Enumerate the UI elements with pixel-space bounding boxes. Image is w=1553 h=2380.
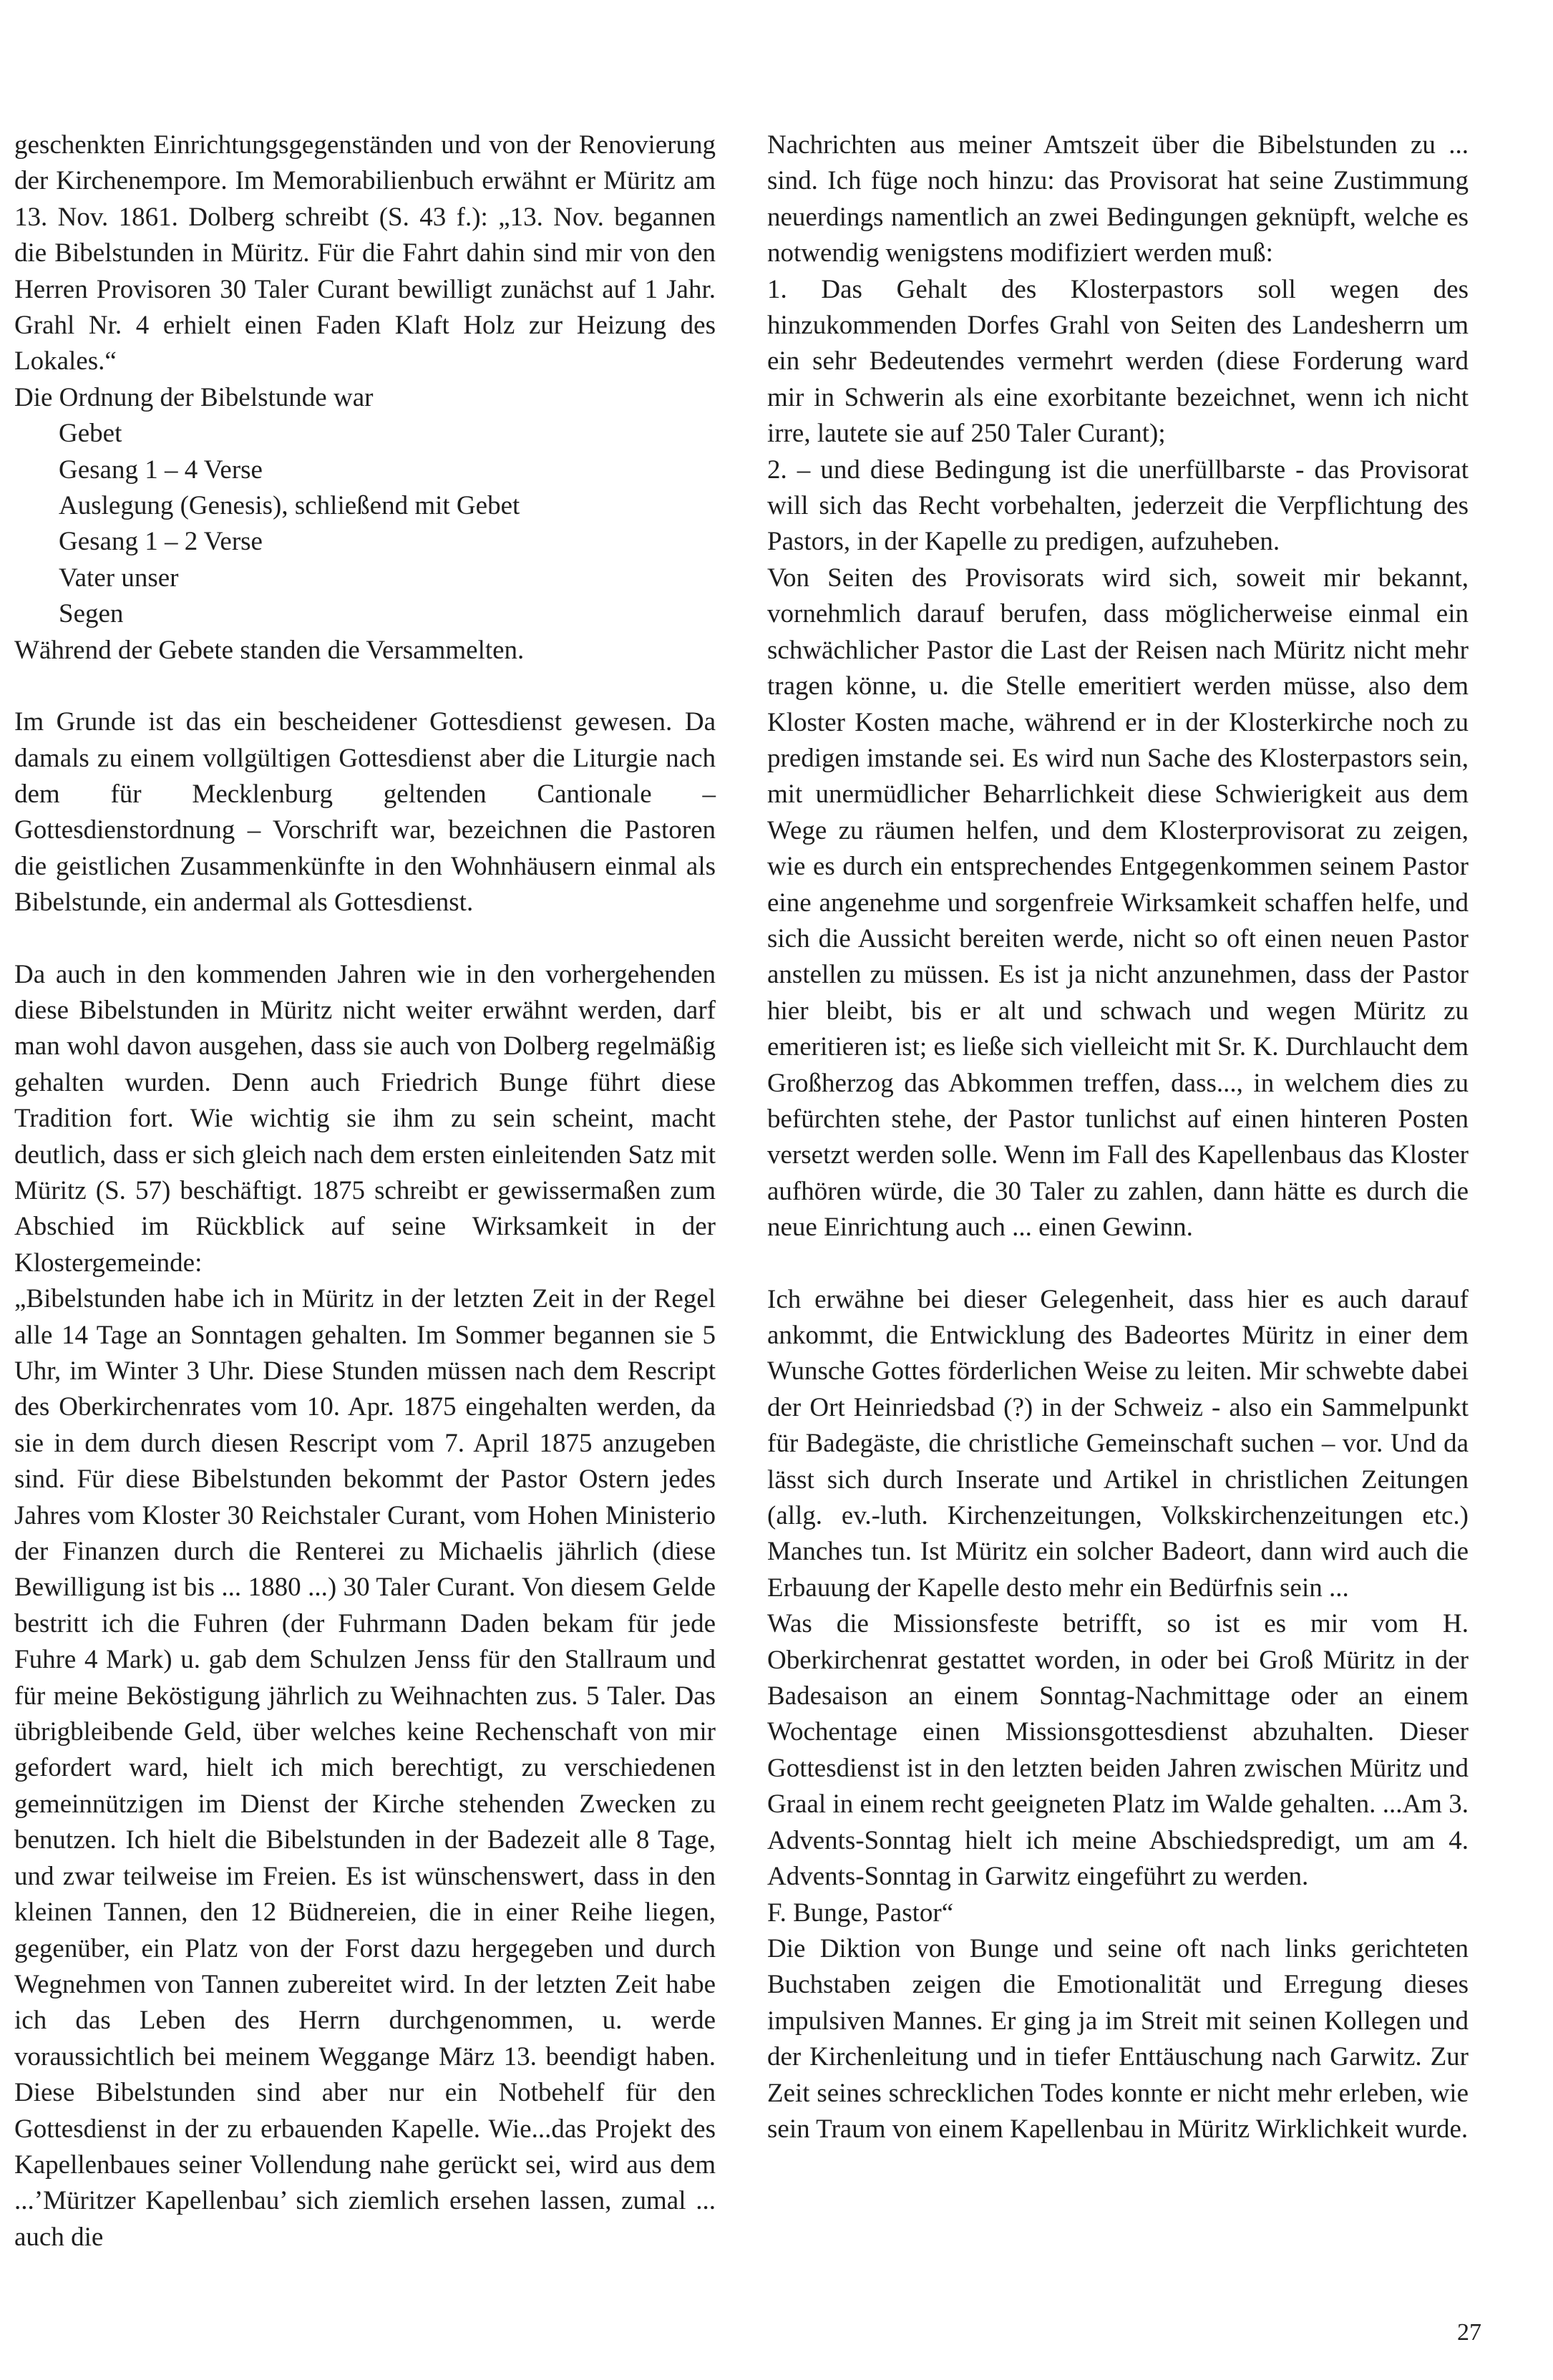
paragraph-provisorat: Von Seiten des Provisorats wird sich, soweit mir bekannt, vornehmlich darauf berufen, dass möglicherweise einmal ein schwächlicher Pastor die Last der Reisen nach Müritz nicht mehr tragen könne, u. die Stelle emeritiert werden müsse, also dem Kloster Kosten mache, während er in der Klosterkirche noch zu predigen imstande sei. Es wird nun Sache des Klosterpastors sein, mit unermüdlicher Beharrlichkeit diese Schwierigkeit aus dem Wege zu räumen helfen, und dem Klosterprovisorat zu zeigen, wie es durch ein entsprechendes Entgegenkommen seinem Pastor eine angenehme und sorgenfreie Wirksamkeit schaffen helfe, und sich die Aussicht bereiten werde, nicht so oft einen neuen Pastor anstellen zu müssen. Es ist ja nicht anzunehmen, dass der Pastor hier bleibt, bis er alt und schwach und wegen Müritz zu emeritieren ist; es ließe sich vielleicht mit Sr. K. Durchlaucht dem Großherzog das Abkommen treffen, dass..., in welchem dies zu befürchten stehe, der Pastor tunlichst auf einen hinteren Posten versetzt werden solle. Wenn im Fall des Kapellenbaus das Kloster aufhören würde, die 30 Taler zu zahlen, dann hätte es durch die neue Einrichtung auch ... einen Gewinn. [767,563,1469,1243]
intro-paragraph: geschenkten Einrichtungsgegenständen und von der Renovierung der Kirchenempore. Im Memorabilienbuch erwähnt er Müritz am 13. Nov. 1861. Dolberg schreibt (S. 43 f.): „13. Nov. begannen die Bibelstunden in Müritz. Für die Fahrt dahin sind mir von den Herren Provisoren 30 Taler Curant bewilligt zunächst auf 1 Jahr. Grahl Nr. 4 erhielt einen Faden Klaft Holz zur Heizung des Lokales.“ [14,130,716,377]
order-item-vater-unser: Vater unser [59,563,179,593]
page-number: 27 [1457,2319,1481,2346]
paragraph-diktion: Die Diktion von Bunge und seine oft nach links gerichteten Buchstaben zeigen die Emotionalität und Erregung dieses impulsiven Mannes. Er ging ja im Streit mit seinen Kollegen und der Kirchenleitung und in tiefer Enttäuschung nach Garwitz. Zur Zeit seines schrecklichen Todes konnte er nicht mehr erleben, wie sein Traum von einem Kapellenbau in Müritz Wirklichkeit wurde. [767,1933,1469,2144]
paragraph-gottesdienst: Im Grunde ist das ein bescheidener Gottesdienst gewesen. Da damals zu einem vollgültigen Gottesdienst aber die Liturgie nach dem für Mecklenburg geltenden Cantionale – Gottesdienstordnung – Vorschrift war, bezeichnen die Pastoren die geistlichen Zusammenkünfte in den Wohnhäusern einmal als Bibelstunde, ein andermal als Gottesdienst. [14,707,716,918]
paragraph-missionsfeste: Was die Missionsfeste betrifft, so ist es mir vom H. Oberkirchenrat gestattet worden, in oder bei Groß Müritz in der Badesaison an einem Sonntag-Nachmittage oder an einem Wochentage einen Missionsgottesdienst abzuhalten. Dieser Gottesdienst ist in den letzten beiden Jahren zwischen Müritz und Graal in einem recht geeigneten Platz im Walde gehalten. ...Am 3. Advents-Sonntag hielt ich meine Abschiedspredigt, um am 4. Advents-Sonntag in Garwitz eingeführt zu werden. [767,1609,1469,1892]
condition-1: 1. Das Gehalt des Klosterpastors soll wegen des hinzukommenden Dorfes Grahl von Seiten des Landesherrn um ein sehr Bedeutendes vermehrt werden (diese Forderung ward mir in Schwerin als eine exorbitante bezeichnet, wenn ich nicht irre, lautete sie auf 250 Taler Curant); [767,274,1469,449]
order-item-gesang-2: Gesang 1 – 2 Verse [59,527,263,557]
order-heading: Die Ordnung der Bibelstunde war [14,382,374,412]
order-item-gesang-1: Gesang 1 – 4 Verse [59,455,263,485]
left-column [14,127,716,2255]
continuation-paragraph: Nachrichten aus meiner Amtszeit über die Bibelstunden zu ... sind. Ich füge noch hinzu: das Provisorat hat seine Zustimmung neuerdings namentlich an zwei Bedingungen geknüpft, welche es notwendig wenigstens modifiziert werden muß: [767,130,1469,268]
right-column [767,127,1469,2147]
paragraph-bunge-tradition: Da auch in den kommenden Jahren wie in den vorhergehenden diese Bibelstunden in Müritz nicht weiter erwähnt werden, darf man wohl davon ausgehen, dass sie auch von Dolberg regelmäßig gehalten wurden. Denn auch Friedrich Bunge führt diese Tradition fort. Wie wichtig sie ihm zu sein scheint, macht deutlich, dass er sich gleich nach dem ersten einleitenden Satz mit Müritz (S. 57) beschäftigt. 1875 schreibt er gewissermaßen zum Abschied im Rückblick auf seine Wirksamkeit in der Klostergemeinde: [14,959,716,1278]
signature: F. Bunge, Pastor“ [767,1898,954,1928]
condition-2: 2. – und diese Bedingung ist die unerfüllbarste - das Provisorat will sich das Recht vorbehalten, jederzeit die Verpflichtung des Pastors, in der Kapelle zu predigen, aufzuheben. [767,455,1469,557]
quote-bibelstunden: „Bibelstunden habe ich in Müritz in der letzten Zeit in der Regel alle 14 Tage an Sonntagen gehalten. Im Sommer begannen sie 5 Uhr, im Winter 3 Uhr. Diese Stunden müssen nach dem Rescript des Oberkirchenrates vom 10. Apr. 1875 eingehalten werden, da sie in dem durch diesen Rescript vom 7. April 1875 anzugeben sind. Für diese Bibelstunden bekommt der Pastor Ostern jedes Jahres vom Kloster 30 Reichstaler Curant, vom Hohen Ministerio der Finanzen durch die Renterei zu Michaelis jährlich (diese Bewilligung ist bis ... 1880 ...) 30 Taler Curant. Von diesem Gelde bestritt ich die Fuhren (der Fuhrmann Daden bekam für jede Fuhre 4 Mark) u. gab dem Schulzen Jenss für den Stallraum und für meine Beköstigung jährlich zu Weihnachten zus. 5 Taler. Das übrigbleibende Geld, über welches keine Rechenschaft von mir gefordert ward, hielt ich mich berechtigt, zu verschiedenen gemeinnützigen im Dienst der Kirche stehenden Zwecken zu benutzen. Ich hielt die Bibelstunden in der Badezeit alle 8 Tage, und zwar teilweise im Freien. Es ist wünschenswert, dass in den kleinen Tannen, den 12 Büdnereien, die in einer Reihe liegen, gegenüber, ein Platz von der Forst dazu hergegeben und durch Wegnehmen von Tannen zubereitet wird. In der letzten Zeit habe ich das Leben des Herrn durchgenommen, u. werde voraussichtlich bei meinem Weggange März 13. beendigt haben. Diese Bibelstunden sind aber nur ein Notbehelf für den Gottesdienst in der zu erbauenden Kapelle. Wie...das Projekt des Kapellenbaues seiner Vollendung nahe gerückt sei, wird aus dem ...’Müritzer Kapellenbau’ sich ziemlich ersehen lassen, zumal ... auch die [14,1284,716,2252]
order-item-auslegung: Auslegung (Genesis), schließend mit Gebet [59,491,520,521]
order-item-segen: Segen [59,599,124,629]
order-close: Während der Gebete standen die Versammelten. [14,635,525,665]
order-item-gebet: Gebet [59,419,122,449]
paragraph-badeort: Ich erwähne bei dieser Gelegenheit, dass hier es auch darauf ankommt, die Entwicklung des Badeortes Müritz in einer dem Wunsche Gottes förderlichen Weise zu leiten. Mir schwebte dabei der Ort Heinriedsbad (?) in der Schweiz - also ein Sammelpunkt für Badegäste, die christliche Gemeinschaft suchen – vor. Und da lässt sich durch Inserate und Artikel in christlichen Zeitungen (allg. ev.-luth. Kirchenzeitungen, Volkskirchenzeitungen etc.) Manches tun. Ist Müritz ein solcher Badeort, dann wird auch die Erbauung der Kapelle desto mehr ein Bedürfnis sein ... [767,1284,1469,1603]
